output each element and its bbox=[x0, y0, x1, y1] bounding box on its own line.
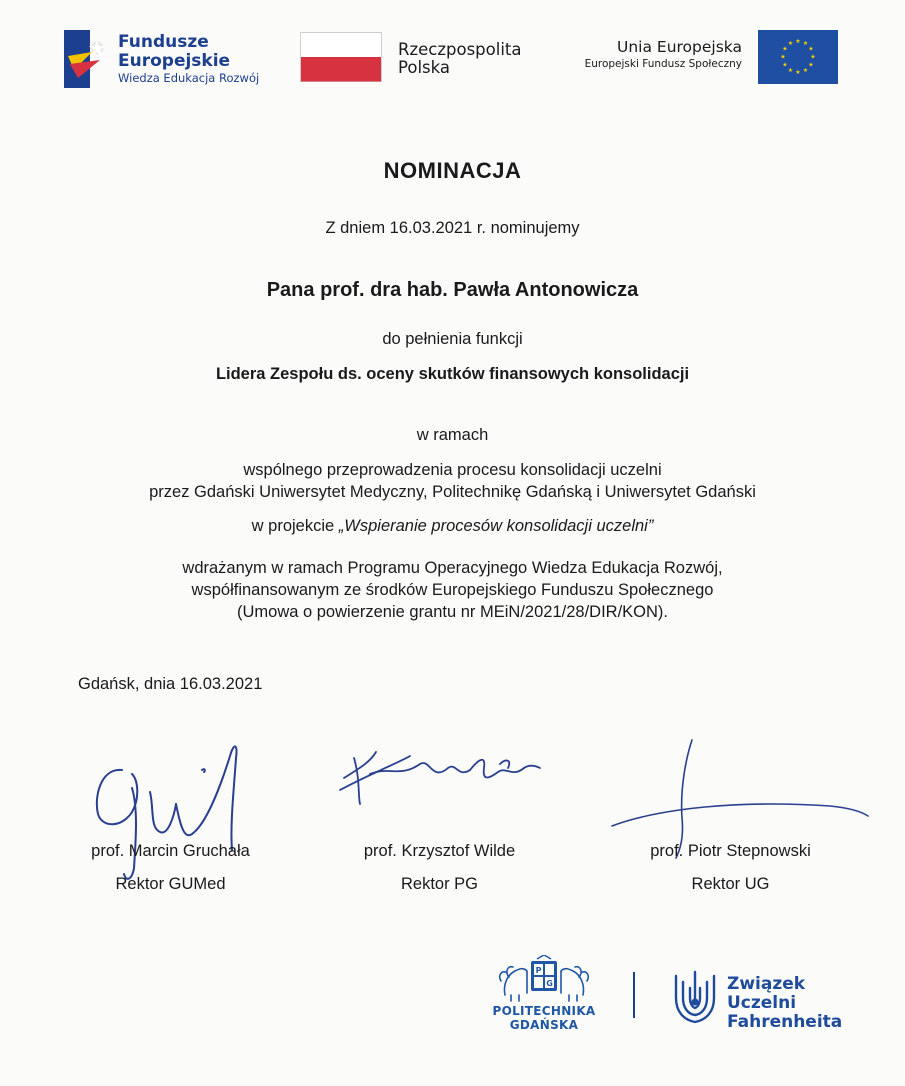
svg-text:★: ★ bbox=[782, 61, 788, 69]
program-description bbox=[0, 557, 905, 623]
svg-text:★: ★ bbox=[787, 67, 794, 74]
zwiazek-uczelni-fahrenheita-text bbox=[727, 975, 842, 1032]
signatory-name: prof. Krzysztof Wilde bbox=[363, 842, 516, 860]
pg-line1: POLITECHNIKA bbox=[492, 1004, 596, 1018]
signatory-role: Rektor GUMed bbox=[115, 875, 226, 893]
date-intro: Z dniem 16.03.2021 r. nominujemy bbox=[325, 219, 580, 237]
function-intro: do pełnienia funkcji bbox=[382, 330, 523, 348]
politechnika-gdanska-crest-icon bbox=[497, 955, 591, 1003]
nominee-name: Pana prof. dra hab. Pawła Antonowicza bbox=[266, 279, 639, 301]
unia-subtitle: Europejski Fundusz Społeczny bbox=[584, 58, 742, 70]
document-title: NOMINACJA bbox=[383, 158, 522, 183]
svg-text:★: ★ bbox=[795, 38, 801, 45]
fundusze-title-line2: Europejskie bbox=[118, 51, 231, 71]
svg-text:G: G bbox=[546, 979, 553, 988]
fundusze-europejskie-logo-icon bbox=[64, 30, 110, 88]
svg-text:P: P bbox=[535, 966, 542, 975]
svg-text:★: ★ bbox=[808, 45, 814, 53]
project-line bbox=[0, 517, 905, 536]
zuf-line1: Związek bbox=[727, 974, 806, 994]
signatory-name: prof. Marcin Gruchała bbox=[91, 842, 250, 860]
fundusze-subtitle: Wiedza Edukacja Rozwój bbox=[118, 71, 260, 85]
svg-text:★: ★ bbox=[795, 69, 801, 76]
svg-text:★: ★ bbox=[780, 53, 786, 61]
svg-text:★: ★ bbox=[802, 67, 809, 74]
signatory-1 bbox=[58, 842, 283, 894]
place-date: Gdańsk, dnia 16.03.2021 bbox=[78, 675, 263, 693]
process-line1: wspólnego przeprowadzenia procesu konsolidacji uczelni bbox=[243, 461, 662, 479]
signatory-role: Rektor UG bbox=[691, 875, 770, 893]
polish-flag-icon bbox=[300, 32, 382, 82]
svg-text:★: ★ bbox=[782, 45, 788, 53]
footer-divider bbox=[633, 972, 635, 1018]
svg-text:★: ★ bbox=[808, 61, 814, 69]
rzeczpospolita-line1: Rzeczpospolita bbox=[398, 40, 522, 59]
signatory-role: Rektor PG bbox=[400, 875, 479, 893]
zuf-line3: Fahrenheita bbox=[727, 1012, 843, 1032]
w-ramach: w ramach bbox=[416, 426, 489, 444]
signature-wilde-icon bbox=[330, 738, 550, 818]
pg-line2: GDAŃSKA bbox=[509, 1018, 579, 1032]
eu-flag-icon bbox=[758, 30, 838, 84]
svg-text:★: ★ bbox=[802, 40, 809, 47]
program-line1: wdrażanym w ramach Programu Operacyjnego Wiedza Edukacja Rozwój, bbox=[182, 559, 723, 577]
program-line3: (Umowa o powierzenie grantu nr MEiN/2021/28/DIR/KON). bbox=[236, 603, 668, 621]
signatory-2 bbox=[327, 842, 552, 894]
program-line2: współfinansowanym ze środków Europejskiego Funduszu Społecznego bbox=[191, 581, 714, 599]
zuf-line2: Uczelni bbox=[727, 993, 797, 1013]
signatory-name: prof. Piotr Stepnowski bbox=[650, 842, 811, 860]
svg-text:★: ★ bbox=[787, 40, 794, 47]
rzeczpospolita-line2: Polska bbox=[398, 58, 451, 77]
unia-title: Unia Europejska bbox=[617, 38, 742, 56]
function-title: Lidera Zespołu ds. oceny skutków finansowych konsolidacji bbox=[215, 365, 690, 383]
politechnika-gdanska-logo-text bbox=[482, 1004, 606, 1032]
project-prefix: w projekcie bbox=[251, 517, 339, 535]
svg-text:★: ★ bbox=[810, 53, 816, 61]
process-line2: przez Gdański Uniwersytet Medyczny, Politechnikę Gdańską i Uniwersytet Gdański bbox=[149, 483, 756, 501]
signatory-3 bbox=[618, 842, 843, 894]
zwiazek-uczelni-fahrenheita-icon bbox=[672, 968, 718, 1026]
project-name: „Wspieranie procesów konsolidacji uczelni” bbox=[338, 517, 654, 535]
process-description bbox=[0, 459, 905, 503]
fundusze-title-line1: Fundusze bbox=[118, 32, 209, 52]
